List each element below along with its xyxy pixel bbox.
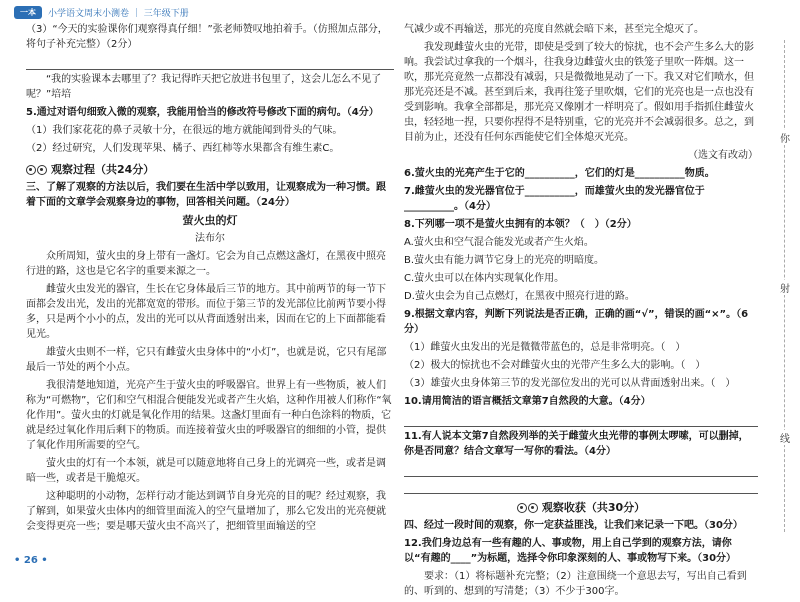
right-column [404,22,758,602]
section-observation-process: 观察过程（共24分） [26,162,394,177]
question-9-item-1: （1）雌萤火虫发出的光是微微带蓝色的，总是非常明亮。（ ） [404,342,686,353]
part-3-intro: 三、了解了观察的方法以后，我们要在生活中学以致用，让观察成为一种习惯。跟着下面的文章学会观察身边的事物，回答相关问题。（24分） [26,182,386,208]
header-title: 小学语文周末小测卷 ｜ 三年级下册 [48,9,189,19]
eyes-icon [517,503,538,513]
option-b[interactable]: B.萤火虫有能力调节它身上的光亮的明暗度。 [404,255,605,266]
section-observation-harvest: 观察收获（共30分） [404,500,758,515]
option-d[interactable]: D.萤火虫会为自己点燃灯，在黑夜中照亮行进的路。 [404,291,635,302]
left-column [26,22,394,537]
binding-margin [770,0,800,572]
page-number: • 26 • [14,555,48,566]
part-4-intro: 四、经过一段时间的观察，你一定获益匪浅，让我们来记录一下吧。（30分） [404,520,743,531]
question-6: 6.萤火虫的光亮产生于它的__________，它们的灯是__________物质。 [404,168,715,179]
option-a[interactable]: A.萤火虫和空气混合能发光或者产生火焰。 [404,237,594,248]
margin-char-1: 你 [774,130,796,145]
article-paragraph-6-cont: 气减少或不再输送，那光的亮度自然就会暗下来，甚至完全熄灭了。 [404,24,704,35]
question-10: 10.请用简洁的语言概括文章第7自然段的大意。（4分） [404,396,651,407]
article-title: 萤火虫的灯 [182,214,238,227]
question-8: 8.下列哪一项不是萤火虫拥有的本领？（ ）（2分） [404,219,637,230]
question-3-part-3: （3）“今天的实验课你们观察得真仔细！”张老师赞叹地拍着手。（仿照加点部分，将句子补充完整）（2分） [26,24,388,50]
question-5-item-1: （1）我们家花花的鼻子灵敏十分，在很远的地方就能闻到骨头的气味。 [26,125,343,136]
question-9-item-2: （2）极大的惊扰也不会对雌萤火虫的光带产生多么大的影响。（ ） [404,360,706,371]
article-paragraph-1: 众所周知，萤火虫的身上带有一盏灯。它会为自己点燃这盏灯，在黑夜中照亮行进的路，这也是它名字的重要来源之一。 [26,251,386,277]
question-3-sentence: “我的实验课本去哪里了？我记得昨天把它放进书包里了，这会儿怎么不见了呢？”培培 [26,74,382,100]
question-5-item-2: （2）经过研究，人们发现苹果、橘子、西红柿等水果都含有维生素C。 [26,143,340,154]
article-paragraph-7: 我发现雌萤火虫的光带，即使是受到了较大的惊扰，也不会产生多么大的影响。我尝试过拿我的一个烟斗，往我身边雌萤火虫的铁笼子里吹一阵烟。这一吹，那光亮竟然一点都没有减弱，只是微微地晃动了一下。我又对它们喷水，但那光亮还是不减。甚至到后来，我再往笼子里吹烟，它们的光亮也是一点也没有受到影响。我拿全部都是，那光亮又像刚才一样明亮了。假如用手指抓住雌萤火虫，轻轻地一捏，只要你捏得不是特别重，它的光亮并不会减弱很多。总之，到目前为止，还没有任何东西能使它们全体熄灭光亮。 [404,42,754,143]
eyes-icon [26,165,47,175]
question-7: 7.雌萤火虫的发光器官位于__________，而雄萤火虫的发光器官位于__________。（4分） [404,186,705,212]
article-paragraph-3: 雄萤火虫则不一样，它只有雌萤火虫身体中的“小灯”，也就是说，它只有尾部最后一节处的两个小点。 [26,347,387,373]
article-paragraph-6: 这种聪明的小动物，怎样行动才能达到调节自身光亮的目的呢？经过观察，我了解到，如果萤火虫体内的细管里面流入的空气量增加了，那么它发出的光亮便就会变得更亮一些；要是哪天萤火虫不高兴了，把细管里面输送的空 [26,491,386,532]
question-12: 12.我们身边总有一些有趣的人、事或物，用上自己学到的观察方法，请你以“有趣的____”为标题，选择令你印象深刻的人、事或物写下来。（30分） [404,538,737,564]
answer-line[interactable] [404,462,758,477]
answer-line[interactable] [404,412,758,427]
writing-requirements: 要求：（1）将标题补充完整；（2）注意围绕一个意思去写，写出自己看到的、听到的、想到的写清楚；（3）不少于300字。 [404,571,747,597]
article-paragraph-2: 雌萤火虫发光的器官，生长在它身体最后三节的地方。其中前两节的每一节下面都会发出光，发出的光都宽宽的带形。而位于第三节的发光部位比前两节要小得多，只是两个小小的点，发出的光可以从背面透射出来，因而在它的上下面都能看见光。 [26,284,386,340]
question-11: 11.有人说本文第7自然段列举的关于雌萤火虫光带的事例太啰嗦，可以删掉，你是否同意？结合文章写一写你的看法。（4分） [404,431,749,457]
article-paragraph-4: 我很清楚地知道，光亮产生于萤火虫的呼吸器官。世界上有一些物质，被人们称为“可燃物”，它们和空气相混合便能发光或者产生火焰，这种作用被人们称作“氧化作用”。萤火虫的灯就是氧化作用的结果。这盏灯里面有一种白色涂料的物质，它就是经过氧化作用后剩下的物质。而连接着萤火虫的呼吸器官的细细的小管，提供了氧化作用所需要的空气。 [26,380,392,451]
brand-logo: 一本 [14,6,42,19]
source-note: （选文有改动） [688,150,758,161]
page-header [14,6,189,19]
article-author: 法布尔 [195,233,225,244]
article-paragraph-5: 萤火虫的灯有一个本领，就是可以随意地将自己身上的光调亮一些，或者是调暗一些，或者是干脆熄灭。 [26,458,386,484]
margin-char-3: 线 [774,430,796,445]
margin-char-2: 射 [774,280,796,295]
option-c[interactable]: C.萤火虫可以在体内实现氧化作用。 [404,273,565,284]
question-5: 5.通过对语句细致入微的观察，我能用恰当的修改符号修改下面的病句。（4分） [26,107,379,118]
question-9-item-3: （3）雄萤火虫身体第三节的发光部位发出的光可以从背面透射出来。（ ） [404,378,736,389]
answer-line[interactable] [26,55,394,70]
answer-line[interactable] [404,479,758,494]
question-9: 9.根据文章内容，判断下列说法是否正确，正确的画“√”，错误的画“×”。（6分） [404,309,749,335]
